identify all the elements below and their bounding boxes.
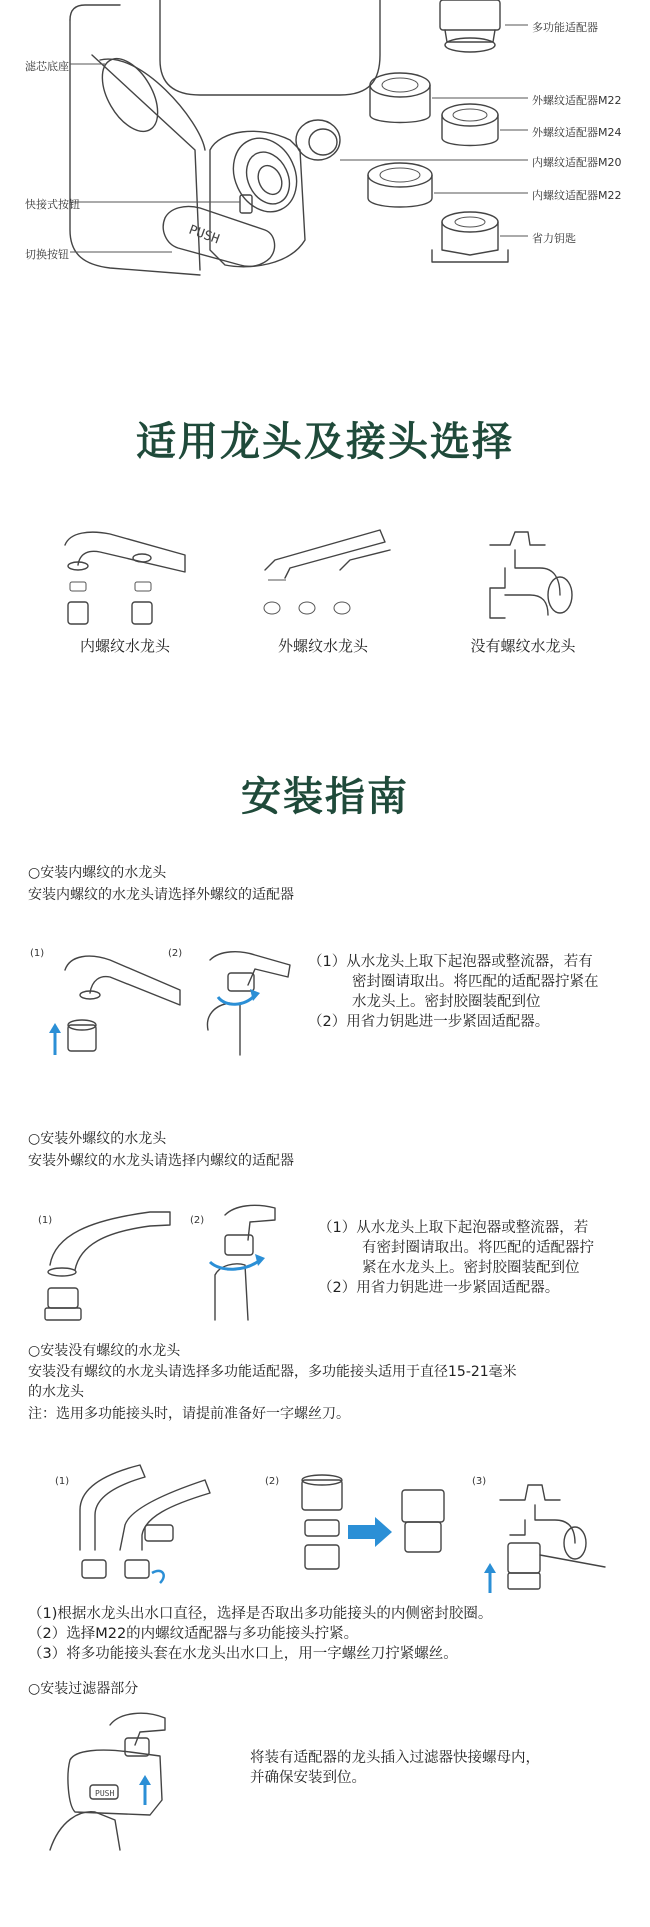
- none-desc-line2: 的水龙头: [28, 1384, 84, 1400]
- none-description: [28, 1362, 643, 1424]
- push-button-text: PUSH: [186, 222, 222, 248]
- inner-step1-line2: 密封圈请取出。将匹配的适配器拧紧在: [352, 974, 599, 990]
- part-label-int-m22: 内螺纹适配器M22: [532, 189, 622, 202]
- filter-push-text: PUSH: [95, 1789, 115, 1798]
- part-label-filter-base: 滤芯底座: [25, 60, 69, 73]
- none-step-num-2: (2): [265, 1476, 280, 1487]
- inner-subtitle: 安装内螺纹的水龙头请选择外螺纹的适配器: [28, 887, 294, 903]
- inner-step2: （2）用省力钥匙进一步紧固适配器。: [308, 1014, 550, 1030]
- outer-step-num-2: (2): [190, 1215, 205, 1226]
- none-heading: ○安装没有螺纹的水龙头: [28, 1343, 181, 1359]
- filter-install-illustration: [40, 1700, 200, 1860]
- inner-heading: ○安装内螺纹的水龙头: [28, 865, 167, 881]
- part-label-int-m20: 内螺纹适配器M20: [532, 156, 622, 169]
- filter-text: [250, 1748, 630, 1788]
- inner-step-text: [308, 952, 648, 1032]
- inner-step1-line3: 水龙头上。密封胶圈装配到位: [352, 994, 541, 1010]
- none-step2: （2）选择M22的内螺纹适配器与多功能接头拧紧。: [28, 1626, 359, 1642]
- outer-step-text: [318, 1218, 648, 1298]
- part-label-multi-adapter: 多功能适配器: [532, 21, 598, 34]
- inner-step-num-2: (2): [168, 948, 183, 959]
- none-install-illustration: [30, 1455, 630, 1595]
- outer-step1: （1）从水龙头上取下起泡器或整流器，若: [318, 1220, 589, 1236]
- filter-text-line1: 将装有适配器的龙头插入过滤器快接螺母内，: [250, 1750, 540, 1766]
- part-label-ext-m24: 外螺纹适配器M24: [532, 126, 622, 139]
- filter-text-line2: 并确保安装到位。: [250, 1770, 366, 1786]
- faucet-type-outer: 外螺纹水龙头: [277, 637, 368, 655]
- inner-step-num-1: (1): [30, 948, 45, 959]
- part-label-ext-m22: 外螺纹适配器M22: [532, 94, 622, 107]
- parts-diagram: [0, 0, 650, 280]
- part-label-key: 省力钥匙: [532, 232, 576, 245]
- filter-heading: ○安装过滤器部分: [28, 1681, 139, 1697]
- faucet-title: 适用龙头及接头选择: [136, 419, 514, 465]
- none-note: 注：选用多功能接头时，请提前准备好一字螺丝刀。: [28, 1406, 350, 1422]
- none-step3: （3）将多功能接头套在水龙头出水口上，用一字螺丝刀拧紧螺丝。: [28, 1646, 458, 1662]
- inner-step1: （1）从水龙头上取下起泡器或整流器，若有: [308, 954, 593, 970]
- faucet-type-none: 没有螺纹水龙头: [470, 637, 576, 655]
- install-title: 安装指南: [241, 774, 409, 820]
- outer-step2: （2）用省力钥匙进一步紧固适配器。: [318, 1280, 560, 1296]
- none-steps: [28, 1604, 643, 1664]
- outer-step1-line2: 有密封圈请取出。将匹配的适配器拧: [362, 1240, 594, 1256]
- outer-subtitle: 安装外螺纹的水龙头请选择内螺纹的适配器: [28, 1153, 294, 1169]
- none-step-num-1: (1): [55, 1476, 70, 1487]
- outer-step-num-1: (1): [38, 1215, 53, 1226]
- none-step1: （1)根据水龙头出水口直径，选择是否取出多功能接头的内侧密封胶圈。: [28, 1606, 493, 1622]
- outer-install-illustration: [30, 1200, 290, 1325]
- faucet-illustrations: [0, 520, 650, 630]
- part-label-quick-button: 快接式按钮: [25, 198, 80, 211]
- none-desc-line1: 安装没有螺纹的水龙头请选择多功能适配器，多功能接头适用于直径15-21毫米: [28, 1364, 517, 1380]
- faucet-type-inner: 内螺纹水龙头: [79, 637, 170, 655]
- outer-heading: ○安装外螺纹的水龙头: [28, 1131, 167, 1147]
- inner-install-illustration: [30, 945, 290, 1055]
- none-step-num-3: (3): [472, 1476, 487, 1487]
- part-label-switch-button: 切换按钮: [25, 248, 69, 261]
- outer-step1-line3: 紧在水龙头上。密封胶圈装配到位: [362, 1260, 580, 1276]
